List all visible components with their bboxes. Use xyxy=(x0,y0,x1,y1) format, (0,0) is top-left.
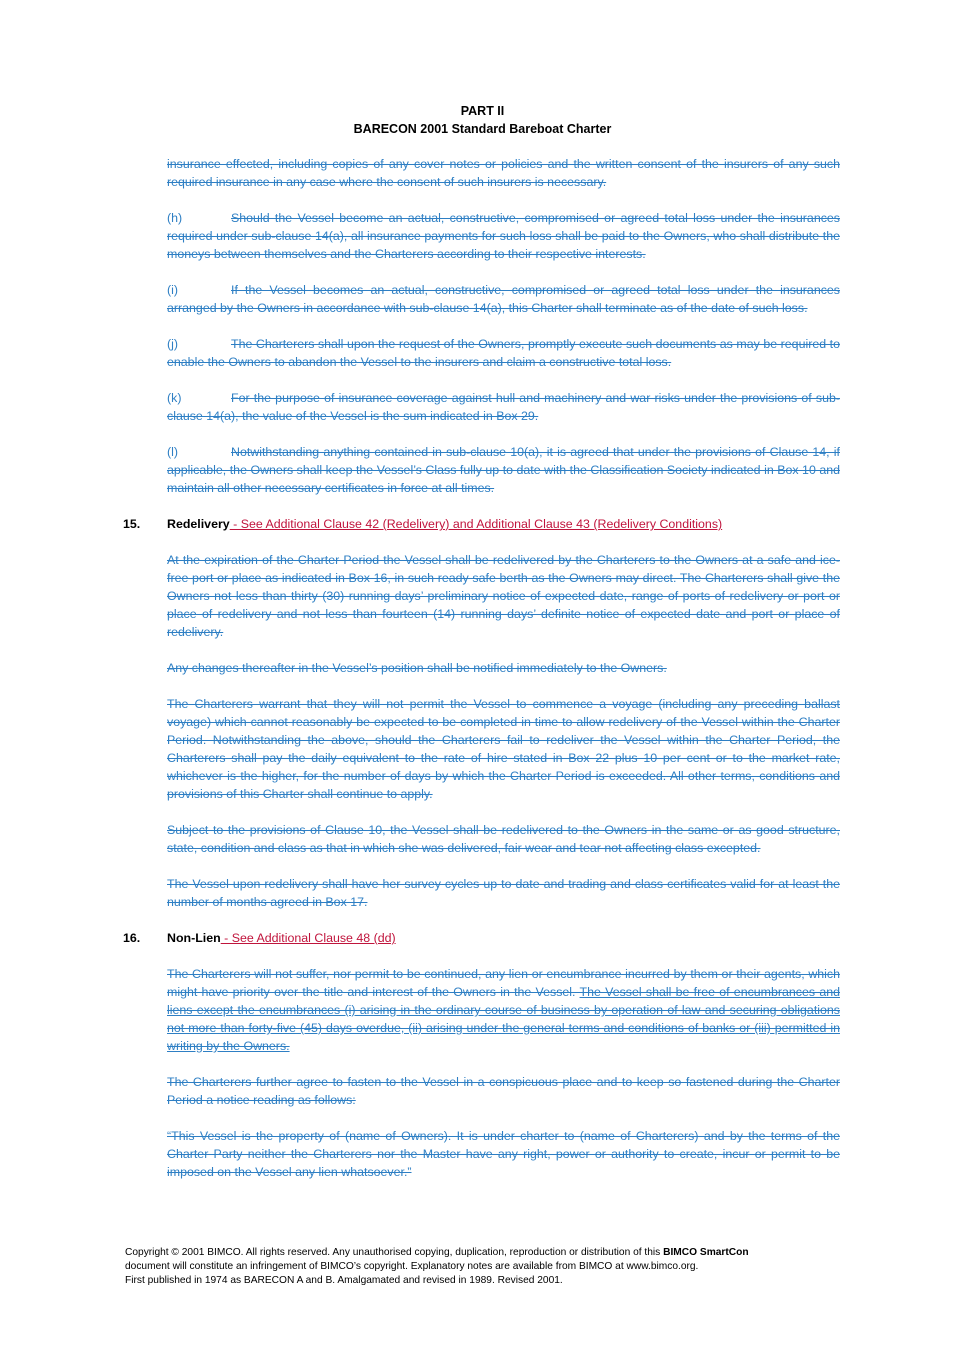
clause-title: Redelivery xyxy=(167,517,230,531)
footer-line-1 xyxy=(125,1246,845,1260)
subclause-text: If the Vessel becomes an actual, constructive, compromised or agreed total loss under the insurances arranged by the Owners in accordance with sub-clause 14(a), this Charter shall terminate as of the date of such loss. xyxy=(167,283,840,315)
clause-15-paragraph: Any changes thereafter in the Vessel’s position shall be notified immediately to the Owners. xyxy=(167,661,667,675)
subclause-letter: (j) xyxy=(167,337,179,351)
clause-15-paragraph: The Charterers warrant that they will not permit the Vessel to commence a voyage (including any preceding ballast voyage) which cannot reasonably be expected to be completed in time to allow redelivery of the Vessel within the Charter Period. Notwithstanding the above, should the Charterers fail to redeliver the Vessel within the Charter Period, the Charterers shall pay the daily equivalent to the rate of hire stated in Box 22 plus 10 per cent or to the market rate, whichever is the higher, for the number of days by which the Charter Period is exceeded. All other terms, conditions and provisions of this Charter shall continue to apply. xyxy=(167,697,840,801)
clause-number: 15. xyxy=(123,517,141,531)
clause-16-notice-text: “This Vessel is the property of (name of Owners). It is under charter to (name of Charterers) and by the terms of the Charter Party neither the Charterers nor the Master have any right, power or authority to create, incur or permit to be imposed on the Vessel any lien whatsoever.” xyxy=(167,1129,840,1179)
subclause-h xyxy=(167,209,840,263)
subclause-i xyxy=(167,281,840,317)
subclause-letter: (i) xyxy=(167,283,179,297)
clause-15-paragraph: At the expiration of the Charter Period the Vessel shall be redelivered by the Charterers to the Owners at a safe and ice-free port or place as indicated in Box 16, in such ready safe berth as the Owners may direct. The Charterers shall give the Owners not less than thirty (30) running days’ preliminary notice of expected date, range of ports of redelivery or port or place of redelivery and not less than fourteen (14) running days’ definite notice of expected date and port or place of redelivery. xyxy=(167,553,840,639)
footer-text: Copyright © 2001 BIMCO. All rights reserved. Any unauthorised copying, duplication, reproduction or distribution of this xyxy=(125,1247,664,1258)
subclause-text: Notwithstanding anything contained in sub-clause 10(a), it is agreed that under the provisions of Clause 14, if applicable, the Owners shall keep the Vessel’s Class fully up to date with the Classification Society indicated in Box 10 and maintain all other necessary certificates in force at all times. xyxy=(167,445,840,495)
subclause-text: The Charterers shall upon the request of the Owners, promptly execute such documents as may be required to enable the Owners to abandon the Vessel to the insurers and claim a constructive total loss. xyxy=(167,337,840,369)
page-header xyxy=(0,102,965,138)
clause-number: 16. xyxy=(123,931,141,945)
clause-16-paragraph xyxy=(167,965,840,1055)
subclause-l xyxy=(167,443,840,497)
clause-16-underlined-text: The Vessel shall be free of encumbrances and liens except the encumbrances (i) arising in the ordinary course of business by operation of law and securing obligations not more than forty-five (45) days overdue, (ii) arising under the general terms and conditions of banks or (iii) permitted in writing by the Owners. xyxy=(167,985,840,1053)
clause-15-heading xyxy=(123,515,840,533)
clause-16-paragraph: The Charterers further agree to fasten to the Vessel in a conspicuous place and to keep so fastened during the Charter Period a notice reading as follows: xyxy=(167,1075,840,1107)
clause-15-paragraph: The Vessel upon redelivery shall have her survey cycles up to date and trading and class certificates valid for at least the number of months agreed in Box 17. xyxy=(167,877,840,909)
footer-line-3: First published in 1974 as BARECON A and B. Amalgamated and revised in 1989. Revised 2001. xyxy=(125,1275,563,1286)
subclause-letter: (l) xyxy=(167,445,179,459)
clause-16-text: The Charterers will not suffer, nor permit to be continued, any lien or encumbrance incurred by them or their agents, which might have priority over the title and interest of the Owners in the Vessel. xyxy=(167,967,840,999)
document-body xyxy=(123,155,840,1199)
document-title: BARECON 2001 Standard Bareboat Charter xyxy=(353,122,612,136)
additional-clause-reference: - See Additional Clause 42 (Redelivery) and Additional Clause 43 (Redelivery Conditions) xyxy=(229,517,723,531)
subclause-k xyxy=(167,389,840,425)
additional-clause-reference: - See Additional Clause 48 (dd) xyxy=(220,931,396,945)
subclause-j xyxy=(167,335,840,371)
subclause-text: Should the Vessel become an actual, constructive, compromised or agreed total loss under the insurances required under sub-clause 14(a), all insurance payments for such loss shall be paid to the Owners, who shall distribute the moneys between themselves and the Charterers according to their respective interests. xyxy=(167,211,840,261)
clause-15-paragraph: Subject to the provisions of Clause 10, the Vessel shall be redelivered to the Owners in the same or as good structure, state, condition and class as that in which she was delivered, fair wear and tear not affecting class excepted. xyxy=(167,823,840,855)
intro-paragraph: insurance effected, including copies of any cover notes or policies and the written consent of the insurers of any such required insurance in any case where the consent of such insurers is necessary. xyxy=(167,157,840,189)
clause-title: Non-Lien xyxy=(167,931,221,945)
footer-line-2: document will constitute an infringement of BIMCO’s copyright. Explanatory notes are available from BIMCO at www.bimco.org. xyxy=(125,1261,699,1272)
part-label: PART II xyxy=(460,104,505,118)
copyright-footer xyxy=(125,1246,845,1288)
subclause-letter: (k) xyxy=(167,391,182,405)
clause-16-heading xyxy=(123,929,840,947)
subclause-letter: (h) xyxy=(167,211,183,225)
footer-brand: BIMCO SmartCon xyxy=(663,1247,749,1258)
subclause-text: For the purpose of insurance coverage against hull and machinery and war risks under the provisions of sub-clause 14(a), the value of the Vessel is the sum indicated in Box 29. xyxy=(167,391,840,423)
